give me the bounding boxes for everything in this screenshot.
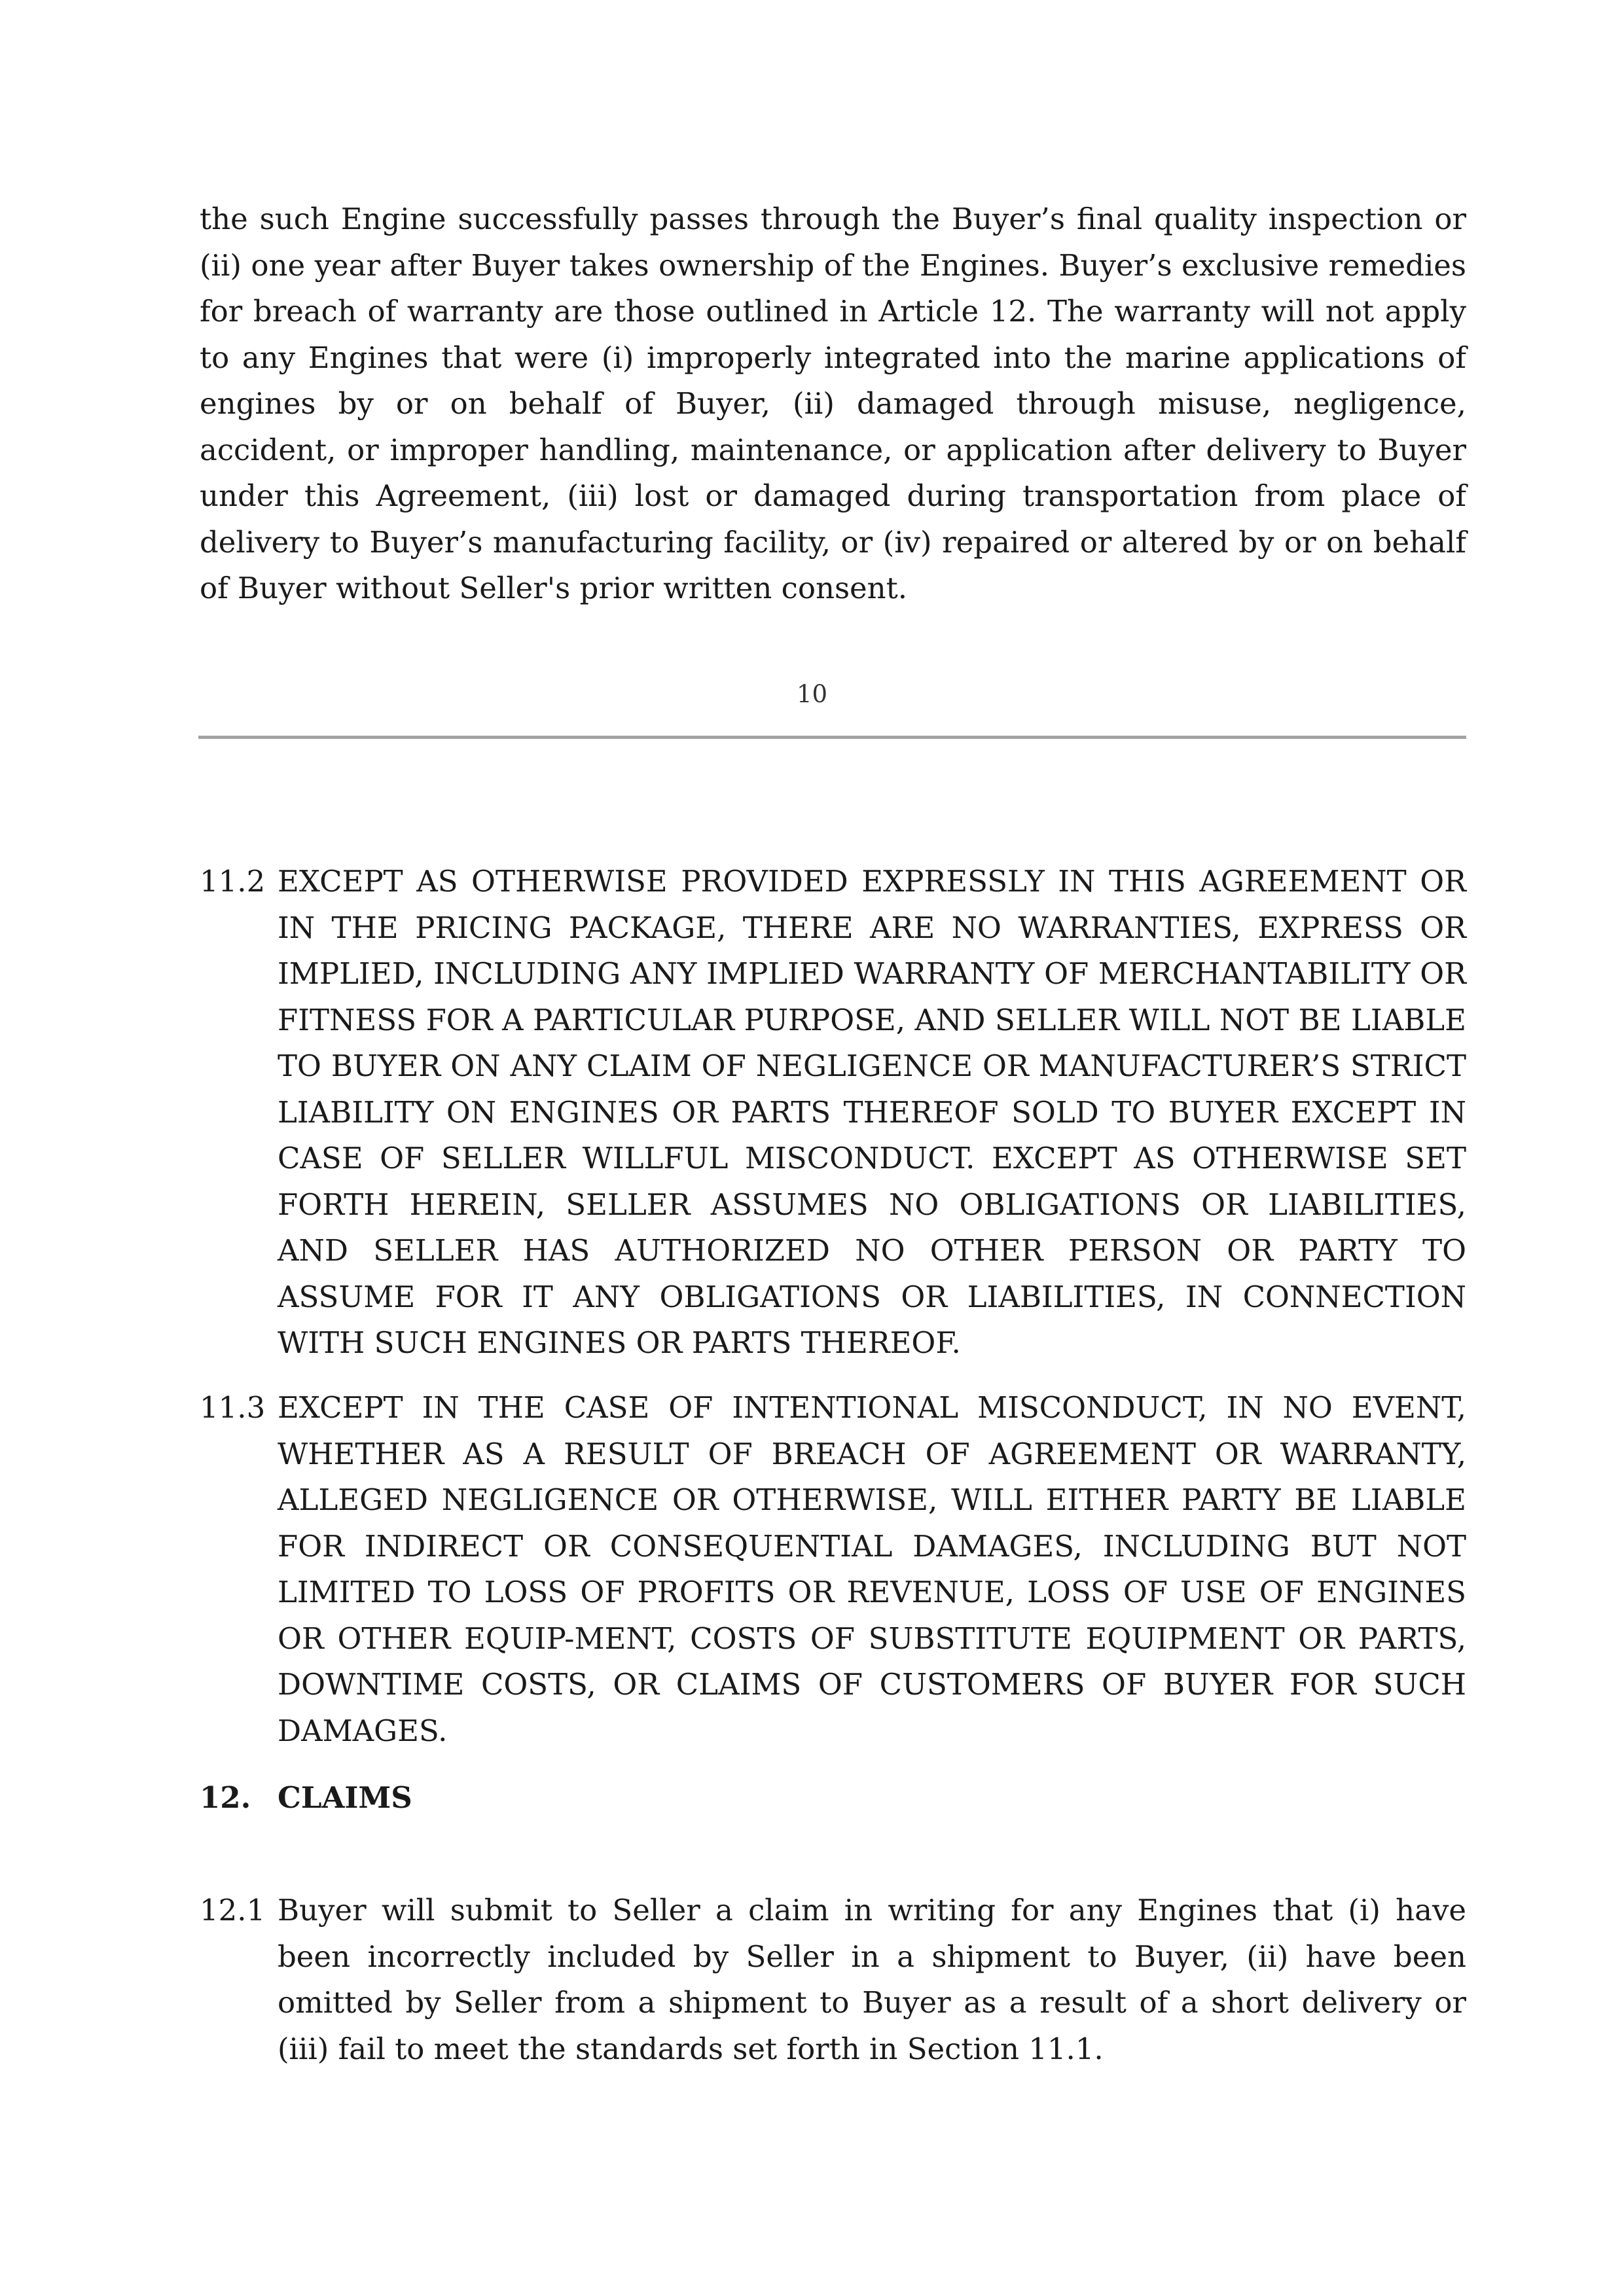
- page-number: 10: [796, 680, 828, 708]
- clause-text: Buyer will submit to Seller a claim in writing for any Engines that (i) have been incorrectly included by Seller in a shipment to Buyer, (ii) have been omitted by Seller from a shipment to Buyer as a result of a short delivery or (iii) fail to meet the standards set forth in Section 11.1.: [278, 1893, 1466, 2066]
- section-title: CLAIMS: [278, 1780, 412, 1815]
- clause-number: 11.2: [200, 864, 266, 899]
- clause-text: EXCEPT IN THE CASE OF INTENTIONAL MISCONDUCT, IN NO EVENT, WHETHER AS A RESULT OF BREACH OF AGREEMENT OR WARRANTY, ALLEGED NEGLIGENCE OR OTHERWISE, WILL EITHER PARTY BE LIABLE FOR INDIRECT OR CONSEQUENTIAL DAMAGES, INCLUDING BUT NOT LIMITED TO LOSS OF PROFITS OR REVENUE, LOSS OF USE OF ENGINES OR OTHER EQUIP-MENT, COSTS OF SUBSTITUTE EQUIPMENT OR PARTS, DOWNTIME COSTS, OR CLAIMS OF CUSTOMERS OF BUYER FOR SUCH DAMAGES.: [278, 1390, 1466, 1748]
- section-heading: [200, 1775, 412, 1821]
- clause-12-1: [200, 1888, 1466, 2072]
- clause-number: 11.3: [200, 1390, 266, 1425]
- continuation-paragraph: the such Engine successfully passes through the Buyer’s final quality inspection or (ii) one year after Buyer takes ownership of the Engines. Buyer’s exclusive remedies for breach of warranty are those outlined in Article 12. The warranty will not apply to any Engines that were (i) improperly integrated into the marine applications of engines by or on behalf of Buyer, (ii) damaged through misuse, negligence, accident, or improper handling, maintenance, or application after delivery to Buyer under this Agreement, (iii) lost or damaged during transportation from place of delivery to Buyer’s manufacturing facility, or (iv) repaired or altered by or on behalf of Buyer without Seller's prior written consent.: [200, 202, 1466, 605]
- clause-11-3: [200, 1385, 1466, 1754]
- clause-11-2: [200, 859, 1466, 1367]
- section-number: 12.: [200, 1780, 251, 1815]
- clause-number: 12.1: [200, 1893, 266, 1928]
- clause-text: EXCEPT AS OTHERWISE PROVIDED EXPRESSLY IN THIS AGREEMENT OR IN THE PRICING PACKAGE, THERE ARE NO WARRANTIES, EXPRESS OR IMPLIED, INCLUDING ANY IMPLIED WARRANTY OF MERCHANTABILITY OR FITNESS FOR A PARTICULAR PURPOSE, AND SELLER WILL NOT BE LIABLE TO BUYER ON ANY CLAIM OF NEGLIGENCE OR MANUFACTURER’S STRICT LIABILITY ON ENGINES OR PARTS THEREOF SOLD TO BUYER EXCEPT IN CASE OF SELLER WILLFUL MISCONDUCT. EXCEPT AS OTHERWISE SET FORTH HEREIN, SELLER ASSUMES NO OBLIGATIONS OR LIABILITIES, AND SELLER HAS AUTHORIZED NO OTHER PERSON OR PARTY TO ASSUME FOR IT ANY OBLIGATIONS OR LIABILITIES, IN CONNECTION WITH SUCH ENGINES OR PARTS THEREOF.: [278, 864, 1466, 1360]
- page-break-divider: [198, 736, 1466, 739]
